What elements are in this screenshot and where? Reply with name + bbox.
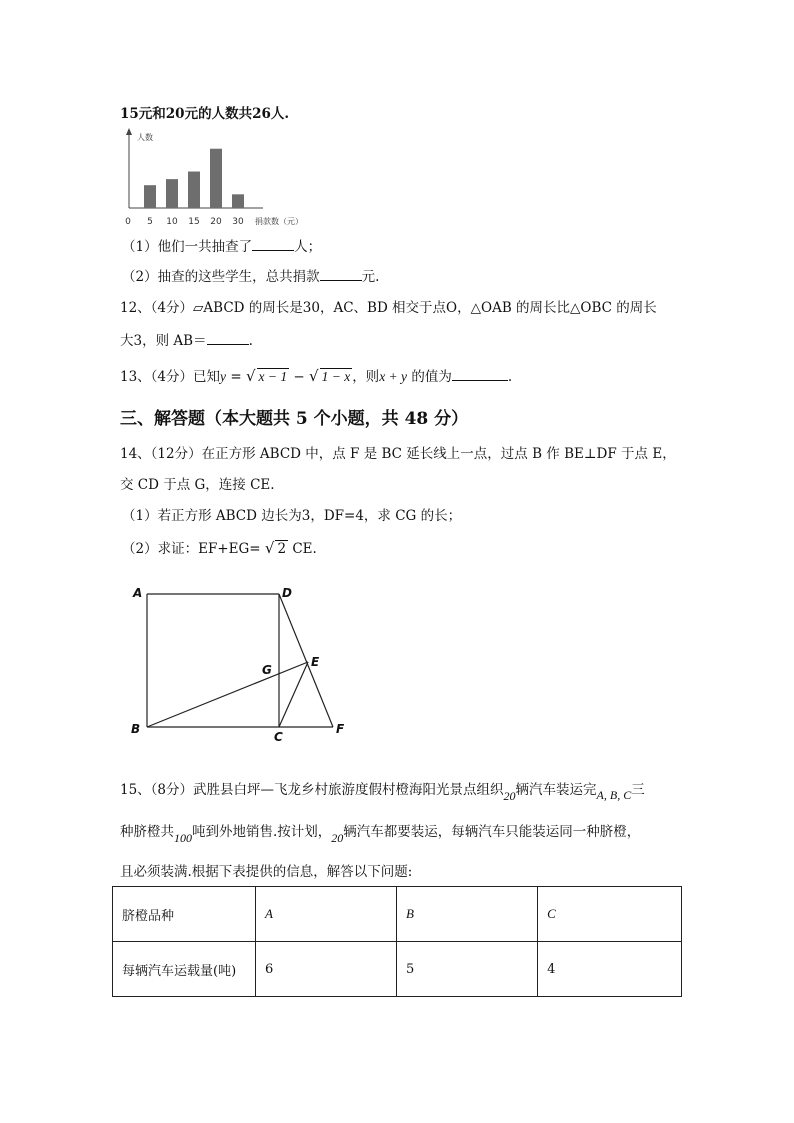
q12-line1: 12、（4分）▱ABCD 的周长是30，AC、BD 相交于点O，△OAB 的周长比△OBC 的周长 (120, 300, 657, 316)
q15-abc: A, B, C (596, 788, 632, 802)
square-geometry-figure (125, 580, 360, 745)
q15-line3: 且必须装满.根据下表提供的信息，解答以下问题: (120, 864, 413, 880)
bar-20 (210, 149, 222, 208)
label-G: G (262, 663, 272, 677)
q15-line1 (120, 780, 645, 803)
label-D: D (282, 586, 292, 600)
q13-minus: − (289, 369, 310, 385)
x-tick-label: 15 (188, 217, 200, 227)
q13-end: . (507, 369, 513, 385)
x-tick-label: 30 (232, 217, 244, 227)
y-axis-arrow (126, 128, 132, 135)
radical-sign-icon: √ (309, 367, 319, 385)
q15-line2 (120, 822, 641, 845)
q15-n20: 20 (503, 789, 516, 803)
label-B: B (131, 722, 141, 736)
x-tick-label: 20 (210, 217, 222, 227)
q11-sub2-unit: 元. (361, 269, 380, 285)
q13-radicand-1: x − 1 (258, 369, 288, 384)
q11-sub1-blank[interactable] (252, 236, 294, 251)
q13-mid: ，则 (352, 369, 380, 385)
label-F: F (336, 722, 345, 736)
q11-sub2 (122, 266, 379, 287)
q14-sub2-end: CE. (288, 541, 317, 557)
table-cell: 每辆汽车运载量(吨) (113, 942, 256, 997)
y-axis-label: 人数 (137, 133, 153, 142)
q13-y: y (220, 369, 227, 384)
q15-l1-text: 15、（8分）武胜县白坪—飞龙乡村旅游度假村橙海阳光景点组织 (120, 782, 504, 798)
q12-line2-end: . (248, 333, 253, 349)
q13-line (120, 366, 512, 387)
q12-answer-blank[interactable] (207, 330, 249, 345)
q13-expr: x + y (379, 369, 408, 384)
q15-n20b: 20 (331, 831, 344, 845)
q11-sub1 (122, 236, 321, 257)
segment-DF (279, 594, 333, 727)
table-row (113, 942, 682, 997)
bar-10 (166, 179, 178, 208)
q11-sub2-text: （2）抽查的这些学生，总共捐款 (122, 269, 320, 285)
q15-l2-text-3: 辆汽车都要装运，每辆汽车只能装运同一种脐橙， (343, 824, 641, 840)
x-tick-label: 5 (147, 217, 153, 227)
section-3-heading: 三、解答题（本大题共 5 个小题，共 48 分） (120, 409, 469, 429)
q11-intro: 15元和20元的人数共26人. (120, 106, 290, 122)
q14-line2: 交 CD 于点 G，连接 CE. (120, 477, 275, 493)
q14-sub2-text: （2）求证：EF+EG= (122, 541, 265, 557)
q14-sub1: （1）若正方形 ABCD 边长为3，DF=4，求 CG 的长； (122, 508, 462, 524)
q15-n100: 100 (174, 831, 192, 845)
label-C: C (274, 730, 283, 744)
table-cell: 5 (397, 942, 538, 997)
q15-l1-text-2: 辆汽车装运完 (515, 782, 597, 798)
x-axis-label: 捐款数（元） (255, 217, 303, 226)
q11-sub1-text: （1）他们一共抽查了 (122, 239, 253, 255)
bar-30 (232, 194, 244, 208)
q12-line2 (120, 330, 253, 351)
q14-sub2 (122, 538, 317, 559)
x-origin-label: 0 (125, 217, 131, 227)
radical-sign-icon: √ (245, 367, 256, 385)
table-cell: A (256, 887, 397, 942)
q13-eq: = (226, 369, 246, 385)
table-cell: 4 (538, 942, 682, 997)
q15-l2-text-2: 吨到外地销售.按计划， (192, 824, 332, 840)
table-cell: 6 (256, 942, 397, 997)
table-cell: C (538, 887, 682, 942)
q14-radicand: 2 (277, 541, 287, 557)
table-cell: B (397, 887, 538, 942)
q13-prefix: 13、（4分）已知 (120, 369, 221, 385)
table-cell: 脐橙品种 (113, 887, 256, 942)
q13-answer-blank[interactable] (452, 366, 508, 381)
q11-sub1-unit: 人； (294, 239, 322, 255)
q12-line2-text: 大3，则 AB＝ (120, 333, 207, 349)
table-row (113, 887, 682, 942)
radical-sign-icon: √ (264, 539, 275, 557)
label-A: A (133, 586, 143, 600)
q15-l1-text-3: 三 (631, 782, 645, 798)
q11-sub2-blank[interactable] (320, 266, 362, 281)
q14-line1: 14、（12分）在正方形 ABCD 中，点 F 是 BC 延长线上一点，过点 B 作 BE⊥DF 于点 E， (120, 446, 676, 462)
bar-5 (144, 185, 156, 208)
q15-l2-text: 种脐橙共 (120, 824, 174, 840)
bar-15 (188, 172, 200, 208)
q13-radicand-2: 1 − x (321, 369, 351, 384)
donation-bar-chart (115, 126, 325, 232)
q13-suffix: 的值为 (407, 369, 452, 385)
label-E: E (311, 655, 320, 669)
orange-load-table (112, 886, 682, 997)
x-tick-label: 10 (166, 217, 178, 227)
